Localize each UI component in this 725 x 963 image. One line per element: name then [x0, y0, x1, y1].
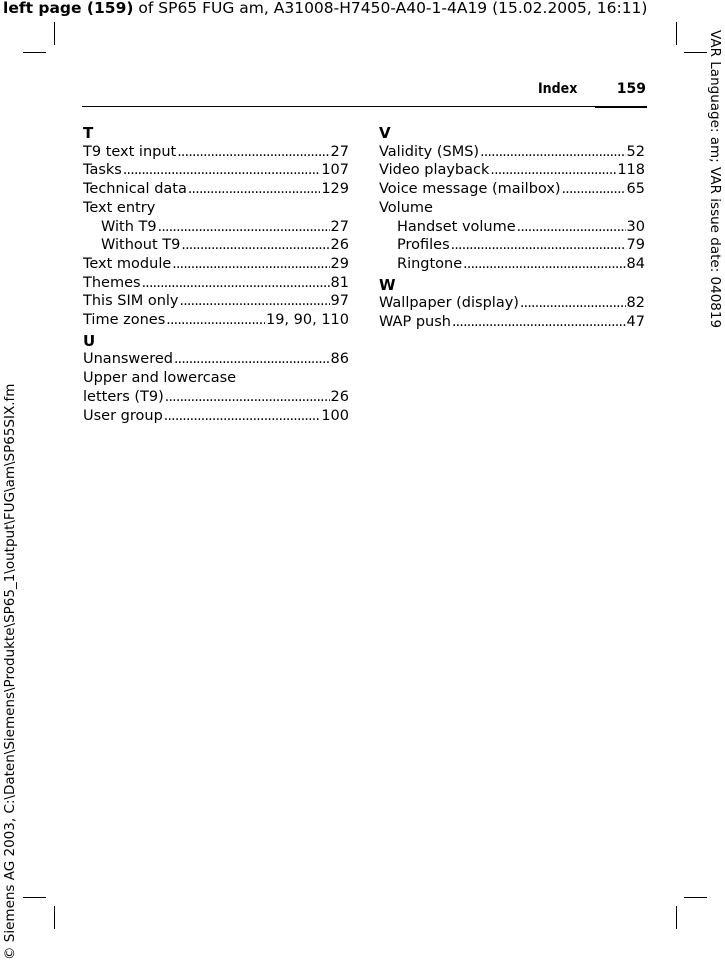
- index-term: Voice message (mailbox): [379, 181, 561, 198]
- index-term: With T9: [101, 218, 157, 235]
- index-term: Without T9: [101, 237, 181, 254]
- index-entry-group: Volume: [379, 199, 433, 216]
- dot-leader: [158, 218, 330, 237]
- index-pages: 100: [321, 407, 349, 424]
- index-entry: [83, 407, 349, 426]
- document-header: [3, 0, 647, 17]
- index-entry: [83, 350, 349, 369]
- page-number: 159: [616, 81, 646, 97]
- index-pages: 107: [321, 162, 349, 179]
- crop-mark-tl-horizontal: [23, 52, 46, 53]
- dot-leader: [490, 161, 616, 180]
- index-entry: [379, 294, 645, 313]
- index-subentry: [379, 218, 645, 237]
- index-term: Validity (SMS): [379, 143, 480, 160]
- index-pages: 52: [626, 143, 645, 160]
- index-entry: [379, 313, 645, 332]
- crop-mark-bl-horizontal: [23, 897, 46, 898]
- index-entry: [379, 161, 645, 180]
- index-term: WAP push: [379, 314, 451, 330]
- index-term: User group: [83, 407, 163, 424]
- index-column-left: [83, 124, 349, 425]
- index-pages: 29: [330, 255, 349, 272]
- side-note-left: [2, 383, 18, 960]
- dot-leader: [174, 350, 330, 369]
- crop-mark-tr-horizontal: [684, 52, 707, 53]
- index-pages: 65: [626, 181, 645, 198]
- page-label: left page (159): [3, 0, 134, 17]
- dot-leader: [181, 236, 329, 255]
- crop-mark-tr-vertical: [676, 22, 677, 45]
- index-entry-group: Text entry: [83, 199, 156, 216]
- index-pages: 79: [626, 237, 645, 254]
- dot-leader: [562, 180, 626, 199]
- crop-mark-br-horizontal: [684, 897, 707, 898]
- index-pages: 27: [330, 143, 349, 160]
- index-entry: [379, 180, 645, 199]
- running-head: [82, 78, 647, 107]
- index-entry: [83, 311, 349, 330]
- page-number-rule: [595, 106, 647, 108]
- index-pages: 26: [330, 388, 349, 405]
- index-term: Handset volume: [397, 218, 516, 235]
- index-term: Video playback: [379, 162, 490, 179]
- copyright-path-note: © Siemens AG 2003, C:\Daten\Siemens\Produkte\SP65_1\output\FUG\am\SP65SIX.fm: [2, 383, 18, 960]
- index-entry: [83, 292, 349, 311]
- index-term: Unanswered: [83, 351, 173, 368]
- index-pages: 81: [330, 274, 349, 291]
- index-pages: 86: [330, 351, 349, 368]
- index-term: Technical data: [83, 181, 187, 198]
- dot-leader: [123, 161, 320, 180]
- index-entry: [83, 274, 349, 293]
- dot-leader: [180, 292, 330, 311]
- index-pages: 118: [617, 162, 645, 179]
- index-term: Tasks: [83, 162, 122, 179]
- index-letter-heading: W: [379, 275, 396, 294]
- index-term: Time zones: [83, 312, 166, 329]
- index-subentry: [379, 236, 645, 255]
- document-info: of SP65 FUG am, A31008-H7450-A40-1-4A19 (15.02.2005, 16:11): [133, 0, 648, 17]
- index-letter-heading: V: [379, 124, 391, 142]
- index-letter-heading: U: [83, 331, 96, 350]
- index-entry: [379, 143, 645, 162]
- dot-leader: [520, 294, 626, 313]
- dot-leader: [177, 143, 329, 162]
- index-term: Profiles: [397, 237, 450, 254]
- index-term: Ringtone: [397, 255, 463, 272]
- dot-leader: [172, 255, 329, 274]
- index-pages: 47: [626, 314, 645, 330]
- index-subentry: [83, 236, 349, 255]
- index-subentry: [379, 255, 645, 274]
- index-entry: [83, 388, 349, 407]
- index-entry: [83, 180, 349, 199]
- dot-leader: [451, 236, 626, 255]
- crop-mark-br-vertical: [676, 906, 677, 929]
- index-pages: 27: [330, 218, 349, 235]
- index-pages: 30: [626, 218, 645, 235]
- dot-leader: [188, 180, 320, 199]
- index-term: Wallpaper (display): [379, 295, 519, 312]
- index-term: letters (T9): [83, 388, 164, 405]
- index-pages: 19, 90, 110: [265, 312, 349, 329]
- dot-leader: [164, 407, 321, 426]
- index-term: This SIM only: [83, 293, 179, 310]
- index-term: Text module: [83, 255, 172, 272]
- index-entry: [83, 161, 349, 180]
- index-term: Themes: [83, 274, 141, 291]
- dot-leader: [452, 313, 626, 332]
- index-column-right: [379, 124, 645, 332]
- index-entry: [83, 143, 349, 162]
- dot-leader: [517, 218, 626, 237]
- index-entry: [83, 255, 349, 274]
- crop-mark-tl-vertical: [54, 22, 55, 45]
- index-pages: 97: [330, 293, 349, 310]
- dot-leader: [165, 388, 330, 407]
- dot-leader: [463, 255, 625, 274]
- index-pages: 84: [626, 255, 645, 272]
- section-title: Index: [538, 81, 578, 97]
- index-entry-line: Upper and lowercase: [83, 370, 237, 387]
- index-pages: 26: [330, 237, 349, 254]
- var-language-note: VAR Language: am; VAR issue date: 040819: [707, 30, 723, 329]
- index-letter-heading: T: [83, 124, 94, 142]
- dot-leader: [142, 274, 330, 293]
- index-term: T9 text input: [83, 143, 177, 160]
- dot-leader: [166, 311, 265, 330]
- index-subentry: [83, 218, 349, 237]
- index-pages: 82: [626, 295, 645, 312]
- crop-mark-bl-vertical: [54, 906, 55, 929]
- index-pages: 129: [321, 181, 349, 198]
- dot-leader: [480, 143, 625, 162]
- side-note-right: [708, 30, 723, 430]
